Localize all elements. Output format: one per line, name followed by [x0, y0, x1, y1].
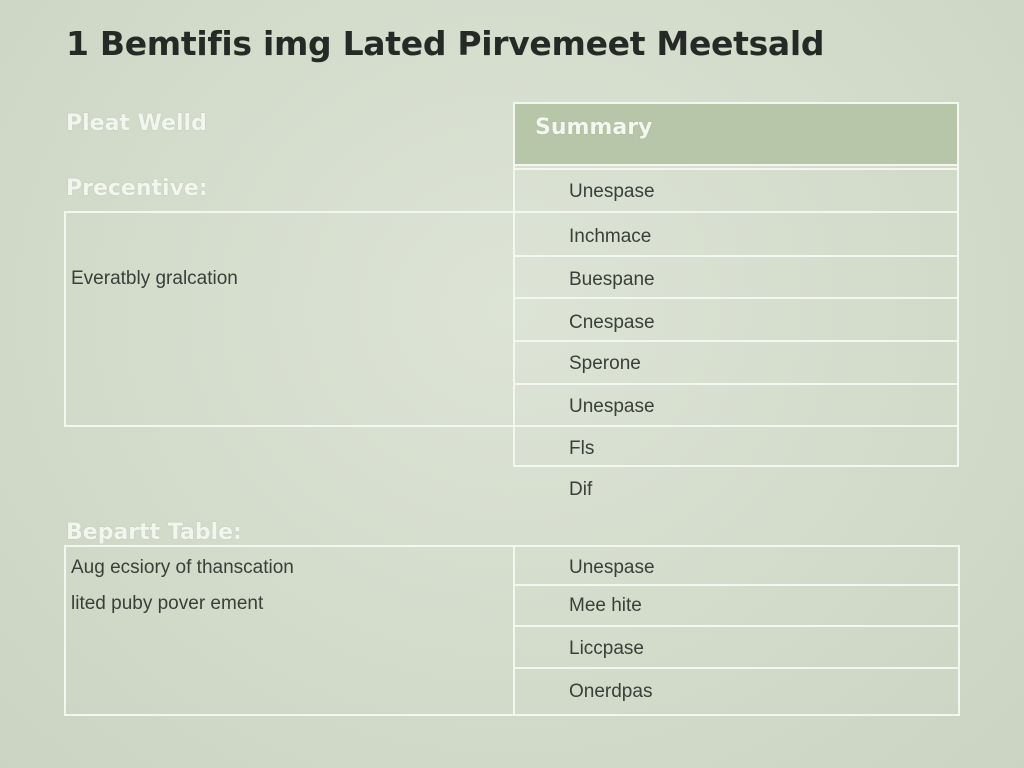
bepartt-cell: Liccpase	[569, 638, 644, 659]
bepartt-cell: Onerdpas	[569, 681, 653, 702]
page-title: 1 Bemtifis img Lated Pirvemeet Meetsald	[66, 24, 825, 63]
section-heading-bepartt-table: Bepartt Table:	[66, 520, 242, 545]
section-heading-precentive: Precentive:	[66, 176, 208, 201]
bepartt-text-line: Aug ecsiory of thanscation	[71, 557, 294, 578]
bepartt-row-divider	[513, 584, 959, 586]
precentive-box-text: Everatbly gralcation	[71, 268, 238, 289]
summary-cell: Inchmace	[569, 226, 652, 247]
summary-header-label: Summary	[535, 115, 653, 140]
summary-row-divider	[513, 297, 959, 299]
precentive-box	[64, 211, 515, 427]
summary-cell: Dif	[569, 479, 593, 500]
bepartt-column-divider	[513, 545, 515, 716]
summary-row-divider	[513, 340, 959, 342]
bepartt-cell: Unespase	[569, 557, 655, 578]
summary-row-divider	[513, 383, 959, 385]
summary-row-divider	[513, 465, 959, 467]
summary-row-divider	[513, 211, 959, 213]
summary-row-divider	[513, 168, 959, 170]
summary-cell: Unespase	[569, 396, 655, 417]
bepartt-row-divider	[513, 625, 959, 627]
summary-cell: Cnespase	[569, 312, 655, 333]
summary-cell: Buespane	[569, 269, 655, 290]
bepartt-row-divider	[513, 667, 959, 669]
summary-row-divider	[513, 255, 959, 257]
summary-cell: Fls	[569, 438, 595, 459]
bepartt-text-line: lited puby pover ement	[71, 593, 264, 614]
summary-cell: Sperone	[569, 353, 641, 374]
summary-cell: Unespase	[569, 181, 655, 202]
bepartt-cell: Mee hite	[569, 595, 642, 616]
summary-table-header	[513, 102, 959, 166]
summary-row-divider	[513, 425, 959, 427]
section-heading-pleat-welld: Pleat Welld	[66, 111, 207, 136]
